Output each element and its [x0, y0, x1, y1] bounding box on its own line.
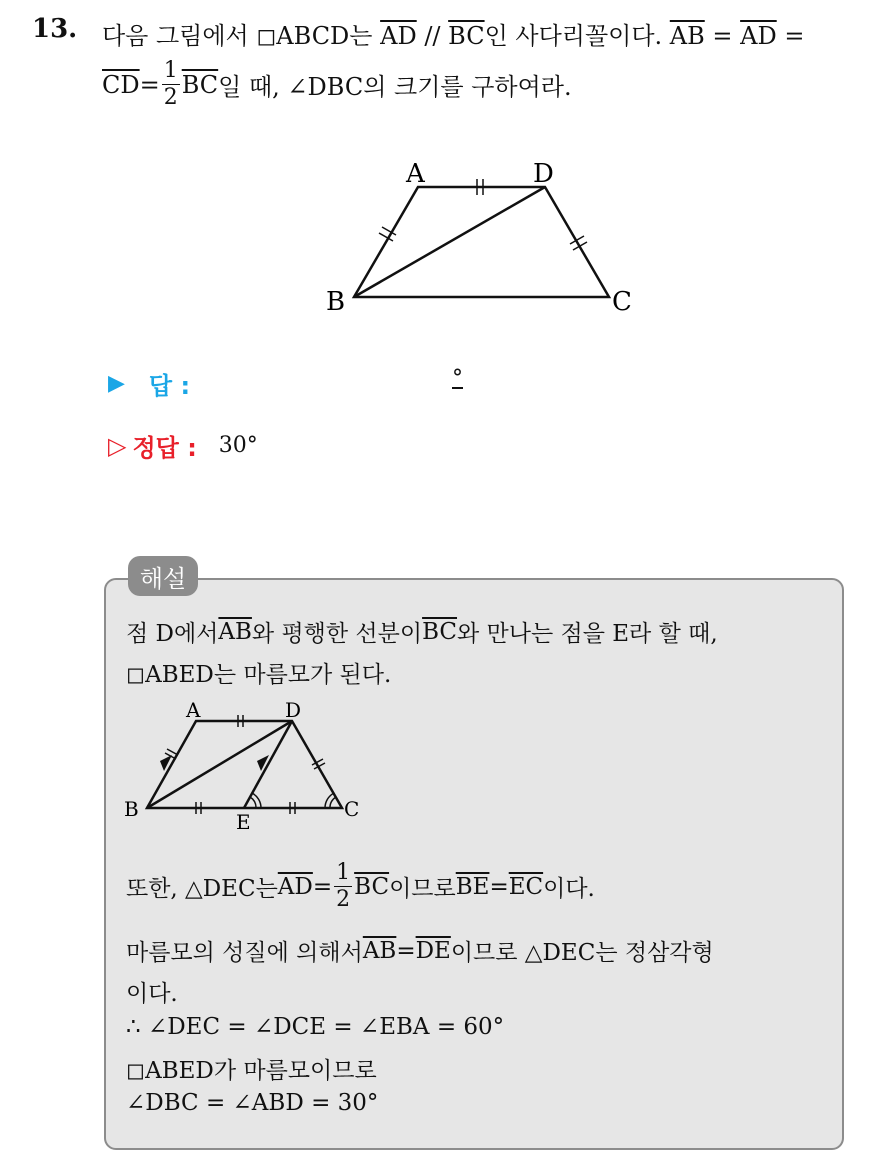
- explanation-line-7: ◻ABED가 마름모이므로: [126, 1058, 377, 1084]
- rhombus-figure: [120, 695, 380, 835]
- diagonal-bd: [147, 721, 292, 808]
- question-text-line1: 다음 그림에서 ◻ABCD는 $\overline{AD} // \overline{BC}$인 사다리꼴이다. $\overline{AB} = \overline{AD}$ =: [102, 22, 805, 50]
- vertex-label-b: B: [326, 287, 346, 317]
- vertex-label-c: C: [612, 287, 632, 317]
- question-number: 13.: [32, 14, 78, 44]
- explanation-line-5: 이다.: [126, 981, 178, 1007]
- explanation-line-3: 또한, △DEC는 $\overline{AD}$ = $\frac{1}{2}$ $\overline{BC}$ 이므로 $\overline{BE}$ = $\overline{EC}$ 이다.: [126, 860, 595, 912]
- vertex-label-d: D: [533, 159, 554, 189]
- vertex-label-a: A: [406, 159, 425, 189]
- play-arrow-icon: ▶: [108, 371, 125, 396]
- explanation-line-1: 점 D에서 $\overline{AB}$ 와 평행한 선분이 $\overline{BC}$ 와 만나는 점을 E라 할 때,: [126, 618, 718, 647]
- outline-arrow-icon: ▷: [108, 431, 127, 460]
- question-text-line2: $\overline{CD}$ = $\frac{1}{2}$ $\overline{BC}$ 일 때, ∠DBC의 크기를 구하여라.: [102, 58, 572, 110]
- answer-input-blank[interactable]: °: [452, 366, 463, 391]
- trapezoid-figure: [320, 150, 650, 320]
- vertex-label-e: E: [236, 810, 251, 834]
- answer-row: [108, 366, 190, 401]
- fraction-one-half: $\frac{1}{2}$: [336, 860, 351, 912]
- vertex-label-d: D: [285, 698, 302, 722]
- trapezoid-outline: [354, 187, 609, 297]
- explanation-line-2: ◻ABED는 마름모가 된다.: [126, 662, 392, 688]
- vertex-label-a: A: [186, 698, 201, 722]
- explanation-line-6: ∴ ∠DEC = ∠DCE = ∠EBA = 60°: [126, 1014, 505, 1040]
- parallel-arrow-icon: [257, 755, 269, 771]
- correct-answer-label: 정답 :: [132, 434, 197, 462]
- explanation-line-8: ∠DBC = ∠ABD = 30°: [126, 1090, 379, 1116]
- answer-label: 답 :: [148, 372, 191, 400]
- correct-answer-row: [108, 428, 258, 463]
- diagonal-bd: [354, 187, 545, 297]
- explanation-line-4: 마름모의 성질에 의해서 $\overline{AB}$ = $\overline{DE}$ 이므로 △DEC는 정삼각형: [126, 937, 714, 966]
- explanation-tag: 해설: [128, 556, 198, 596]
- correct-answer-value: 30°: [218, 433, 258, 458]
- fraction-one-half: $\frac{1}{2}$: [163, 58, 178, 110]
- vertex-label-c: C: [344, 797, 360, 821]
- vertex-label-b: B: [124, 797, 139, 821]
